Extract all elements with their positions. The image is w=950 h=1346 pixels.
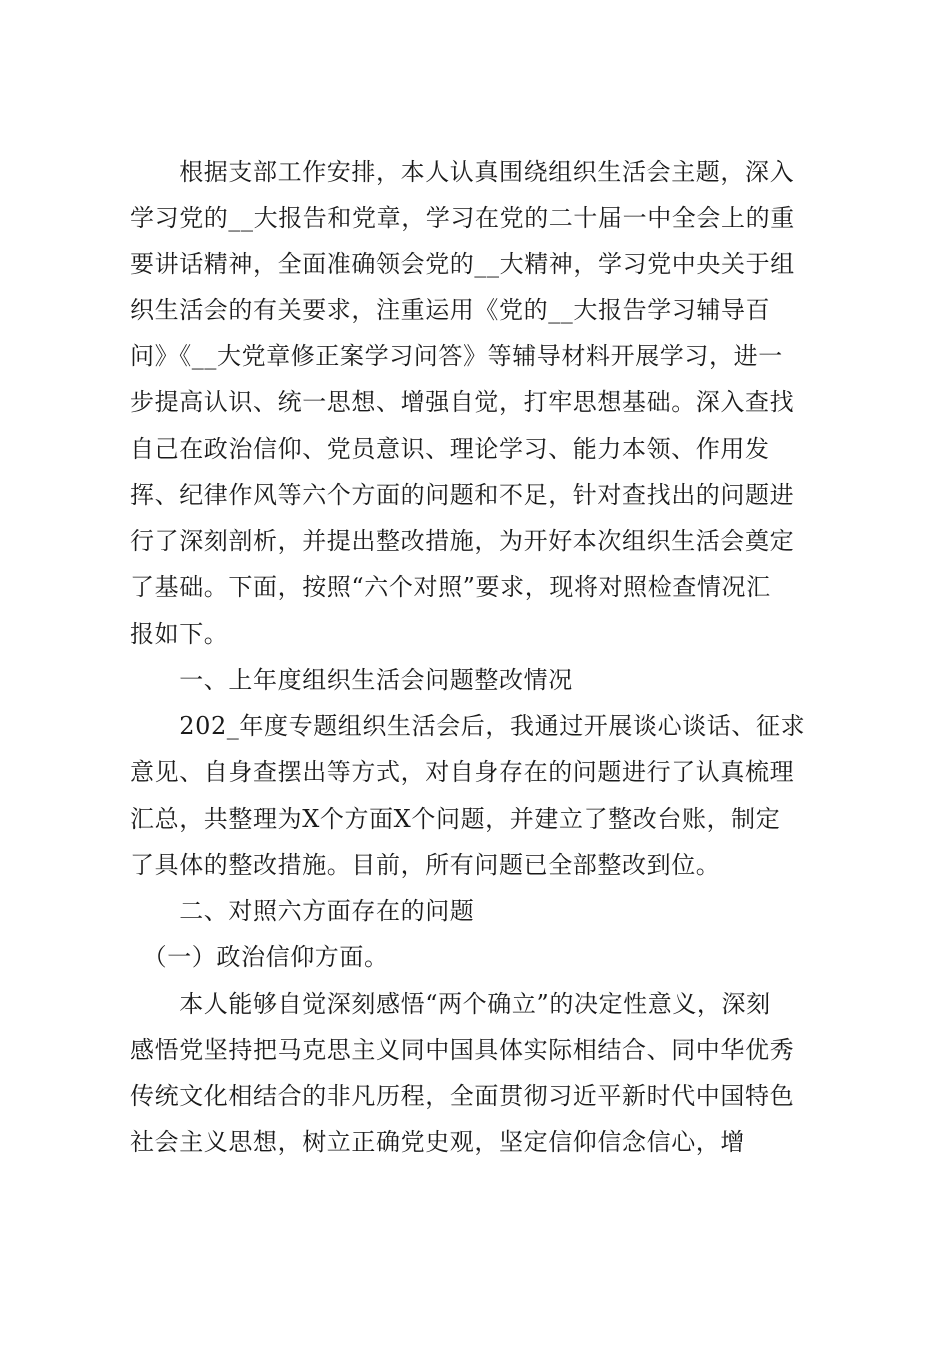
- text-line: 了基础。下面，按照“六个对照”要求，现将对照检查情况汇: [130, 573, 771, 601]
- text-line: 感悟党坚持把马克思主义同中国具体实际相结合、同中华优秀: [130, 1036, 795, 1064]
- text-line: 行了深刻剖析，并提出整改措施，为开好本次组织生活会奠定: [130, 527, 795, 555]
- text-line: 根据支部工作安排，本人认真围绕组织生活会主题，深入: [130, 158, 795, 186]
- text-line: 学习党的__大报告和党章，学习在党的二十届一中全会上的重: [130, 204, 795, 232]
- section-heading: 二、对照六方面存在的问题: [130, 897, 475, 925]
- section-heading: 一、上年度组织生活会问题整改情况: [130, 666, 573, 694]
- text-line: 挥、纪律作风等六个方面的问题和不足，针对查找出的问题进: [130, 481, 795, 509]
- text-line: 社会主义思想，树立正确党史观，坚定信仰信念信心，增: [130, 1128, 745, 1156]
- text-line: 本人能够自觉深刻感悟“两个确立”的决定性意义，深刻: [130, 990, 771, 1018]
- text-line: 要讲话精神，全面准确领会党的__大精神，学习党中央关于组: [130, 250, 795, 278]
- text-line: 传统文化相结合的非凡历程，全面贯彻习近平新时代中国特色: [130, 1082, 795, 1110]
- text-line: 步提高认识、统一思想、增强自觉，打牢思想基础。深入查找: [130, 388, 795, 416]
- text-line: 汇总，共整理为X个方面X个问题，并建立了整改台账，制定: [130, 805, 781, 833]
- text-line: 问》《__大党章修正案学习问答》等辅导材料开展学习，进一: [130, 342, 783, 370]
- text-line: 202_年度专题组织生活会后，我通过开展谈心谈话、征求: [130, 712, 806, 740]
- text-line: 了具体的整改措施。目前，所有问题已全部整改到位。: [130, 851, 721, 879]
- subsection-heading: （一）政治信仰方面。: [130, 943, 389, 971]
- text-line: 意见、自身查摆出等方式，对自身存在的问题进行了认真梳理: [130, 758, 795, 786]
- text-line: 自己在政治信仰、党员意识、理论学习、能力本领、作用发: [130, 435, 770, 463]
- text-line: 报如下。: [130, 620, 229, 648]
- text-line: 织生活会的有关要求，注重运用《党的__大报告学习辅导百: [130, 296, 771, 324]
